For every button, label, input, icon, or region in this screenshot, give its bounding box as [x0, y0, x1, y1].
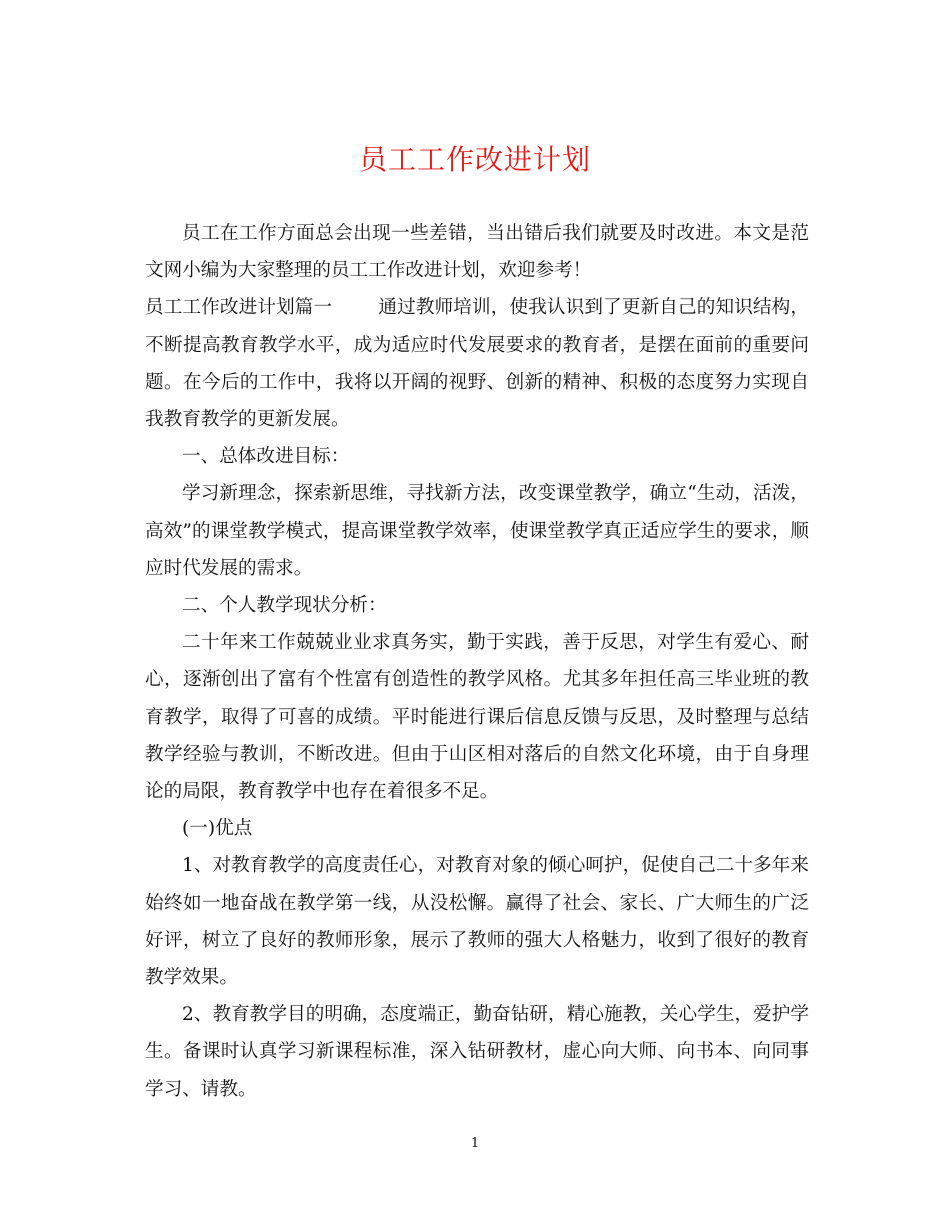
- section-paragraph: [145, 289, 809, 438]
- heading-status-analysis: 二、个人教学现状分析：: [182, 595, 387, 617]
- document-body: [145, 215, 809, 1108]
- subheading-strengths: (一)优点: [182, 818, 253, 840]
- point-2-paragraph: 2、教育教学目的明确，态度端正，勤奋钻研，精心施教，关心学生，爱护学生。备课时认真学习新课程标准，深入钻研教材，虚心向大师、向书本、向同事学习、请教。: [145, 1004, 809, 1100]
- section-label: 员工工作改进计划篇一: [145, 297, 333, 319]
- heading-overall-goal: 一、总体改进目标：: [182, 446, 350, 468]
- document-title: 员工工作改进计划: [358, 143, 591, 176]
- point-1-paragraph: 1、对教育教学的高度责任心，对教育对象的倾心呵护，促使自己二十多年来始终如一地奋战在教学第一线，从没松懈。赢得了社会、家长、广大师生的广泛好评，树立了良好的教师形象，展示了教师的强大人格魅力，收到了很好的教育教学效果。: [145, 855, 809, 989]
- goal-paragraph: 学习新理念，探索新思维，寻找新方法，改变课堂教学，确立“生动，活泼，高效”的课堂教学模式，提高课堂教学效率，使课堂教学真正适应学生的要求，顺应时代发展的需求。: [145, 483, 809, 579]
- section-text: 通过教师培训，使我认识到了更新自己的知识结构，不断提高教育教学水平，成为适应时代发展要求的教育者，是摆在面前的重要问题。在今后的工作中，我将以开阔的视野、创新的精神、积极的态度努力实现自我教育教学的更新发展。: [145, 297, 809, 431]
- intro-paragraph: 员工在工作方面总会出现一些差错，当出错后我们就要及时改进。本文是范文网小编为大家整理的员工工作改进计划，欢迎参考！: [145, 223, 809, 282]
- analysis-paragraph: 二十年来工作兢兢业业求真务实，勤于实践，善于反思，对学生有爱心、耐心，逐渐创出了富有个性富有创造性的教学风格。尤其多年担任高三毕业班的教育教学，取得了可喜的成绩。平时能进行课后信息反馈与反思，及时整理与总结教学经验与教训，不断改进。但由于山区相对落后的自然文化环境，由于自身理论的局限，教育教学中也存在着很多不足。: [145, 632, 809, 803]
- page-number: 1: [470, 1136, 480, 1151]
